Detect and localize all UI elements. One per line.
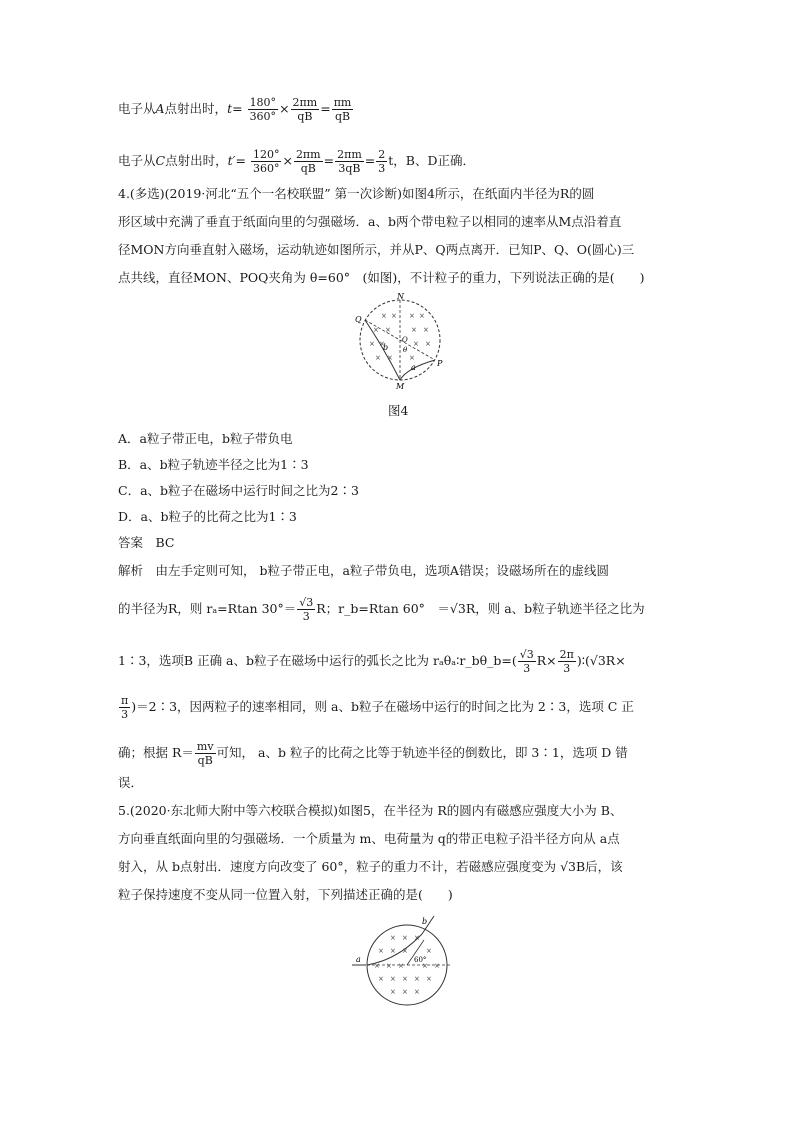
q4-option-a: A．a粒子带正电，b粒子带负电 [118, 431, 293, 446]
denominator: 3qB [338, 162, 361, 175]
svg-text:×: × [422, 962, 428, 970]
denominator: 3 [563, 662, 571, 675]
numerator: mv [196, 740, 214, 753]
label-a: a [411, 363, 416, 372]
svg-text:×: × [391, 312, 397, 320]
numerator: 2πm [292, 96, 318, 109]
sol3-line2 [118, 148, 475, 175]
svg-text:×: × [378, 947, 384, 955]
q5-stem-line: 5.(2020·东北师大附中等六校联合模拟)如图5，在半径为 R的圆内有磁感应强度大小为 B、 [118, 803, 623, 818]
svg-text:×: × [409, 312, 415, 320]
svg-text:×: × [374, 962, 380, 970]
analysis-text: R× [536, 653, 557, 668]
point-label: A [155, 101, 165, 116]
svg-text:×: × [386, 962, 392, 970]
denominator: 360° [249, 110, 277, 123]
label-a: a [356, 955, 361, 964]
numerator: 180° [249, 96, 277, 109]
denominator: 3 [378, 162, 386, 175]
numerator: 2πm [295, 148, 321, 161]
figure-5-diagram [352, 910, 462, 1010]
label-theta: θ [403, 346, 408, 354]
sol3-line1 [118, 96, 354, 123]
q4-analysis-line [118, 596, 645, 623]
fraction [291, 96, 320, 123]
label-N: N [397, 292, 404, 301]
svg-text:×: × [425, 340, 431, 348]
q4-analysis-line: 误． [118, 775, 144, 790]
equals: = [235, 153, 246, 168]
fraction [518, 648, 536, 675]
denominator: qB [334, 110, 351, 123]
q4-analysis-line [118, 694, 634, 721]
numerator: πm [333, 96, 352, 109]
label-P: P [437, 359, 443, 368]
svg-text:×: × [413, 340, 419, 348]
times: × [282, 153, 293, 168]
svg-text:×: × [387, 354, 393, 362]
q5-stem-line: 粒子保持速度不变从同一位置入射，下列描述正确的是( ) [118, 887, 453, 902]
svg-text:×: × [398, 962, 404, 970]
denominator: 3 [121, 708, 129, 721]
equals: = [232, 101, 243, 116]
svg-text:×: × [375, 354, 381, 362]
analysis-text: 可知， a、b 粒子的比荷之比等于轨迹半径的倒数比，即 3∶1，选项 D 错 [216, 745, 628, 760]
sol3-text: 电子从 [118, 153, 156, 168]
fraction [335, 148, 364, 175]
numerator: √3 [519, 648, 534, 661]
analysis-text: 的半径为R，则 rₐ=Rtan 30°＝ [118, 601, 297, 616]
svg-text:×: × [434, 962, 440, 970]
fraction [294, 148, 323, 175]
q4-option-d: D．a、b粒子的比荷之比为1∶3 [118, 509, 297, 524]
svg-text:×: × [426, 947, 432, 955]
label-angle: 60° [414, 956, 427, 964]
fraction [332, 96, 354, 123]
q4-analysis-line [118, 740, 628, 767]
label-b: b [383, 343, 389, 352]
analysis-text: )＝2∶3，因两粒子的速率相同，则 a、b粒子在磁场中运行的时间之比为 2∶3，选项 C 正 [131, 699, 634, 714]
q4-stem-line: 形区域中充满了垂直于纸面向里的匀强磁场．a、b两个带电粒子以相同的速率从M点沿着直 [118, 214, 622, 229]
trajectory-a [400, 360, 435, 380]
svg-text:×: × [423, 326, 429, 334]
figure-4-caption: 图4 [388, 403, 409, 418]
fraction [251, 148, 282, 175]
q4-stem-line: 径MON方向垂直射入磁场，运动轨迹如图所示，并从P、Q两点离开．已知P、Q、O(圆心)三 [118, 242, 635, 257]
svg-text:×: × [411, 326, 417, 334]
svg-text:×: × [390, 988, 396, 996]
fraction [119, 694, 130, 721]
svg-text:×: × [385, 326, 391, 334]
label-M: M [396, 382, 405, 390]
q4-analysis-line [118, 648, 626, 675]
fraction [248, 96, 279, 123]
svg-text:×: × [390, 947, 396, 955]
q5-stem-line: 方向垂直纸面向里的匀强磁场．一个质量为 m、电荷量为 q的带正电粒子沿半径方向从 a点 [118, 831, 620, 846]
label-b: b [422, 917, 428, 926]
figure-4 [345, 290, 450, 390]
svg-text:×: × [390, 975, 396, 983]
fraction [376, 148, 387, 175]
numerator: 120° [252, 148, 280, 161]
denominator: qB [300, 162, 316, 175]
times: × [279, 101, 290, 116]
svg-text:×: × [402, 947, 408, 955]
sol3-text: 点射出时， [165, 153, 228, 168]
denominator: qB [297, 110, 313, 123]
analysis-text: )∶(√3R× [576, 653, 626, 668]
svg-text:×: × [373, 326, 379, 334]
numerator: √3 [299, 596, 314, 609]
q4-stem-line: 点共线，直径MON、POQ夹角为 θ=60° (如图)，不计粒子的重力，下列说法正确的是( ) [118, 270, 645, 285]
svg-text:×: × [402, 975, 408, 983]
numerator: π [121, 694, 129, 707]
q4-option-b: B．a、b粒子轨迹半径之比为1∶3 [118, 457, 309, 472]
denominator: 360° [252, 162, 280, 175]
sol3-text: t，B、D正确． [388, 153, 475, 168]
numerator: 2πm [337, 148, 362, 161]
svg-text:×: × [402, 988, 408, 996]
fraction [297, 596, 315, 623]
svg-text:×: × [414, 934, 420, 942]
figure-4-diagram [345, 290, 450, 390]
svg-text:×: × [409, 354, 415, 362]
equals: = [364, 153, 376, 168]
q4-analysis-line: 解析 由左手定则可知， b粒子带正电，a粒子带负电，选项A错误；设磁场所在的虚线圆 [118, 563, 609, 578]
denominator: 3 [302, 610, 310, 623]
equals: = [323, 153, 335, 168]
var-t-prime: t′ [227, 153, 236, 168]
q5-stem-line: 射入，从 b点射出．速度方向改变了 60°，粒子的重力不计，若磁感应强度变为 √3B后，该 [118, 859, 623, 874]
denominator: qB [197, 754, 213, 767]
point-label: C [155, 153, 166, 168]
svg-text:×: × [414, 988, 420, 996]
label-O: O [402, 336, 408, 344]
svg-text:×: × [402, 934, 408, 942]
var-t: t [227, 101, 233, 116]
svg-text:×: × [369, 340, 375, 348]
svg-text:×: × [414, 975, 420, 983]
figure-5 [352, 910, 462, 1010]
svg-text:×: × [426, 975, 432, 983]
svg-text:×: × [379, 340, 385, 348]
analysis-text: 确；根据 R＝ [118, 745, 194, 760]
numerator: 2 [378, 148, 386, 161]
analysis-text: 1∶3，选项B 正确 a、b粒子在磁场中运行的弧长之比为 rₐθₐ∶r_bθ_b=( [118, 653, 517, 668]
label-Q: Q [355, 315, 362, 324]
analysis-text: R；r_b=Rtan 60° ＝√3R，则 a、b粒子轨迹半径之比为 [316, 601, 645, 616]
sol3-text: 点射出时， [164, 101, 228, 116]
q4-stem-line: 4.(多选)(2019·河北“五个一名校联盟” 第一次诊断)如图4所示，在纸面内半径为R的圆 [118, 186, 595, 201]
svg-text:×: × [390, 934, 396, 942]
svg-text:×: × [378, 975, 384, 983]
equals: = [320, 101, 331, 116]
fraction [195, 740, 216, 767]
fraction [558, 648, 576, 675]
svg-text:×: × [381, 312, 387, 320]
sol3-text: 电子从 [118, 101, 156, 116]
q4-option-c: C．a、b粒子在磁场中运行时间之比为2∶3 [118, 483, 359, 498]
q4-answer: 答案 BC [118, 535, 175, 550]
denominator: 3 [523, 662, 531, 675]
svg-text:×: × [419, 312, 425, 320]
numerator: 2π [559, 648, 574, 661]
